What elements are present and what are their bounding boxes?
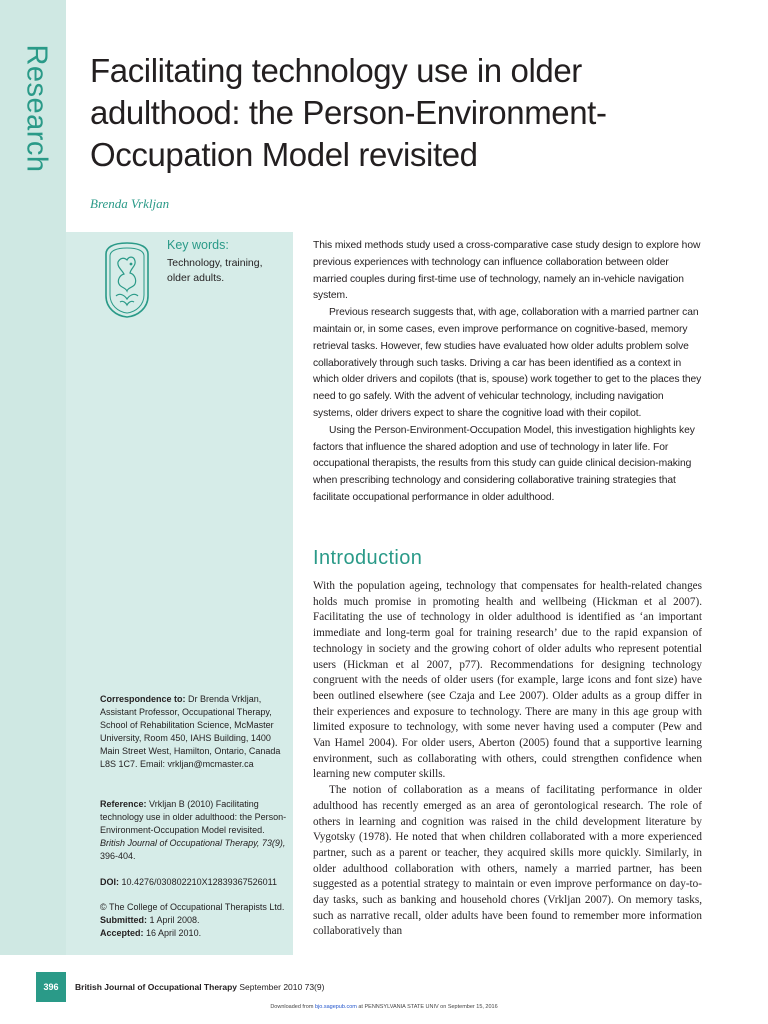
accepted-value: 16 April 2010. (146, 928, 202, 938)
reference-pages: 396-404. (100, 851, 136, 861)
doi-value: 10.4276/030802210X12839367526011 (121, 877, 278, 887)
doi-label: DOI: (100, 877, 119, 887)
accepted-label: Accepted: (100, 928, 144, 938)
introduction-body (313, 579, 702, 940)
footer-issue: September 2010 73(9) (239, 982, 325, 992)
reference-text: Vrkljan B (2010) Facilitating technology use in older adulthood: the Person-Environment-Occupation Model revisited. (100, 799, 287, 835)
download-suffix: at PENNSYLVANIA STATE UNIV on September 15, 2016 (356, 1004, 498, 1010)
reference-journal: British Journal of Occupational Therapy, 73(9), (100, 838, 286, 848)
correspondence-block (100, 693, 288, 771)
body-paragraph: The notion of collaboration as a means of facilitating performance in older adulthood has recently emerged as an area of gerontological research. The role of others in learning and cognition was raised in the child development literature by Vygotsky (1978). He noted that when children collaborated with a more experienced partner, such as a parent or teacher, they acquired skills more quickly. Similarly, in older adulthood collaboration with others, namely a married partner, has been suggested as a potential strategy to maintain or even improve performance on day-to-day tasks, such as banking and household chores (Vrkljan 2007). On memory tasks, such as narrative recall, older adults have been found to remember more information collaboratively than (313, 784, 702, 938)
submitted-label: Submitted: (100, 915, 147, 925)
submitted-line (100, 914, 288, 927)
introduction-heading: Introduction (313, 547, 423, 569)
submitted-value: 1 April 2008. (149, 915, 200, 925)
abstract-paragraph: Using the Person-Environment-Occupation Model, this investigation highlights key factors that influence the shared adoption and use of technology in later life. For occupational therapists, the results from this study can guide clinical decision-making when prescribing technology and considering collaborative training strategies that facilitate occupational performance in older adulthood. (313, 424, 695, 503)
reference-label: Reference: (100, 799, 147, 809)
download-notice (0, 1004, 768, 1010)
page-number: 396 (36, 972, 66, 1002)
abstract-paragraph: This mixed methods study used a cross-comparative case study design to explore how previous experiences with technology can influence collaboration between older married couples during first-time use of technology, namely an in-vehicle navigation system. (313, 240, 701, 302)
keywords-text: Technology, training, older adults. (167, 257, 263, 284)
correspondence-text: Dr Brenda Vrkljan, Assistant Professor, Occupational Therapy, School of Rehabilitation Science, McMaster University, Room 450, IAHS Building, 1400 Main Street West, Hamilton, Ontario, Canada L8S 1C7. Email: vrkljan@mcmaster.ca (100, 694, 281, 769)
abstract-paragraph: Previous research suggests that, with age, collaboration with a married partner can maintain or, in some cases, even improve performance on cognitive-based, memory retrieval tasks. However, few studies have evaluated how older adults problem solve collaboratively through such tasks. Driving a car has been identified as a context in which older drivers and copilots (that is, spouse) work together to get to the places they need to go safely. With the advent of vehicular technology, including navigation systems, older drivers expect to share the cognitive load with their copilot. (313, 307, 702, 419)
doi-block (100, 876, 288, 889)
article-title: Facilitating technology use in older adulthood: the Person-Environment-Occupation Model revisited (90, 52, 607, 173)
abstract (313, 238, 702, 507)
body-paragraph: With the population ageing, technology that compensates for health-related changes holds much promise in promoting health and wellbeing (Hickman et al 2007). Facilitating the use of technology in older adulthood is identified as ‘an important immediate and long-term goal for training research’ due to the rapid expansion of technology in society and the growing cohort of older adults who represent potential users (Hickman et al 2007, p77). Recommendations for designing technology congruent with the needs of older users (for example, large icons and font size) have been outlined elsewhere (see Czaja and Lee 2007). Older adults as a group differ in their experiences and exposure to technology. There are many in this age group with limited exposure to technology, with some never having used a computer (Pew and Van Hamel 2004). For older users, Aberton (2005) found that a supportive learning environment, such as collaborating with others, could strengthen confidence when learning new computer skills. (313, 580, 702, 781)
copyright-block (100, 901, 288, 940)
section-label (18, 43, 54, 173)
download-link[interactable]: bjo.sagepub.com (314, 1004, 357, 1010)
copyright-text: © The College of Occupational Therapists Ltd. (100, 902, 285, 912)
journal-footer (75, 982, 324, 992)
download-prefix: Downloaded from (270, 1004, 315, 1010)
heraldic-logo-icon (100, 240, 154, 320)
keywords-heading: Key words: (167, 238, 229, 252)
accepted-line (100, 927, 288, 940)
reference-block (100, 798, 288, 863)
footer-journal: British Journal of Occupational Therapy (75, 982, 237, 992)
article-author: Brenda Vrkljan (90, 196, 170, 211)
section-label-text: Research (20, 43, 53, 173)
correspondence-label: Correspondence to: (100, 694, 186, 704)
